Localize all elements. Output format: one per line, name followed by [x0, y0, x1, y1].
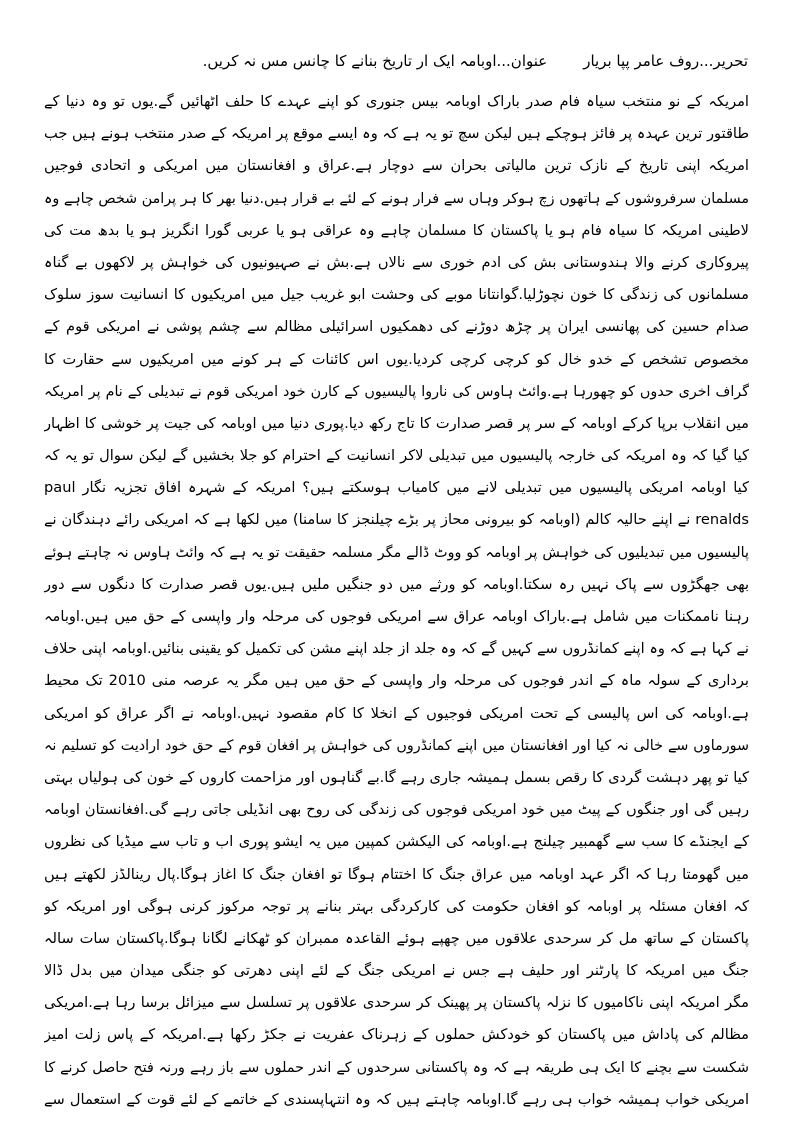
author-byline: تحریر...روف عامر پپا بریار: [583, 52, 748, 70]
text-line: پالیسیوں میں تبدیلیوں کی خواہش پر اوبامہ کو ووٹ ڈالے مگر مسلمہ حقیقت تو یہ ہے کہ وائٹ ہاوس نہ چاہتے ہوئے: [44, 544, 749, 561]
text-line: بھی جھگڑوں سے پاک نہیں رہ سکتا.اوبامہ کو ورثے میں دو جنگیں ملیں ہیں.یوں قصر صدارت کا دنگوں سے دور: [44, 575, 749, 593]
article-header: [190, 52, 748, 80]
text-line: صدام حسین کی پھانسی ایران پر چڑھ دوڑنے کی دھمکیوں اسرائیلی مظالم سے چشم پوشی نے امریکی قوم کے: [44, 318, 749, 336]
text-line: کیا اوبامہ امریکی پالیسیوں میں تبدیلی لانے میں کامیاب ہوسکتے ہیں؟ امریکہ کے شہرہ افاق تجزیہ نگار paul: [44, 479, 749, 497]
text-line: مظالم کی پاداش میں پاکستان کو خودکش حملوں کے زہرناک عفریت نے جکڑ رکھا ہے.امریکہ کے پاس زلت امیز: [44, 1026, 749, 1044]
text-line: ہے.اوبامہ کی اس پالیسی کے تحت امریکی فوجیوں کے انخلا کا کام مقصود نہیں.اوبامہ نے اگر عراق کو امریکی: [44, 704, 749, 722]
text-line: امریکی خواب ہمیشہ خواب ہی رہے گا.اوبامہ چاہتے ہیں کہ وہ انتہاپسندی کے خاتمے کے لئے قوت کے استعمال سے: [44, 1090, 749, 1108]
text-line: مسلمانوں کی زندگی کا خون نچوڑلیا.گوانتانا موبے کی وحشت ابو غریب جیل میں امریکیوں کا انسانیت سوز سلوک: [44, 286, 749, 304]
text-line: رہیں گی اور جنگوں کے پیٹ میں خود امریکی فوجوں کی زندگی کی روح بھی انڈیلی جاتی رہے گی.افغانستان اوبامہ: [44, 801, 749, 819]
text-line: کہ افغان مسئلہ پر اوبامہ کو افغان حکومت کی کارکردگی بہتر بنانے پر توجہ مرکوز کرنی ہوگی اور امریکہ کو: [44, 897, 749, 915]
text-line: نے کہا ہے کہ وہ اپنے کمانڈروں سے کہیں گے کہ وہ جلد از جلد اپنے مشن کی تکمیل کو یقینی بنائیں.اوبامہ اپنی حلاف: [44, 640, 749, 658]
text-line: کیا تو پھر دہشت گردی کا رقص بسمل ہمیشہ جاری رہے گا.بے گناہوں اور مزاحمت کاروں کے خون کی ہولیاں بہتی: [44, 768, 749, 786]
article-title: عنوان...اوبامہ ایک ار تاریخ بنانے کا چانس مس نہ کریں.: [202, 52, 548, 70]
text-line: امریکہ کے نو منتخب سیاہ فام صدر باراک اوبامہ بیس جنوری کو اپنے عہدے کا حلف اٹھائیں گے.یوں تو وہ دنیا کے: [44, 93, 749, 110]
article-body: [44, 86, 749, 1116]
text-line: سورماوں سے خالی نہ کیا اور افغانستان میں اپنے کمانڈروں کی خواہش پر افغان قوم کے حق خود ارادیت کو تسلیم نہ: [44, 737, 749, 754]
text-line: رہنا ناممکنات میں شامل ہے.باراک اوبامہ عراق سے امریکی فوجوں کی مرحلہ وار واپسی کے حق میں ہیں.اوبامہ: [44, 608, 749, 625]
text-line: گراف اخری حدوں کو چھورہا ہے.وائٹ ہاوس کی ناروا پالیسیوں کے کارن خود امریکی قوم نے تبدیلی کے نام پر امریکہ: [44, 383, 749, 400]
text-line: کیا گیا کہ وہ امریکہ کی خارجہ پالیسیوں میں تبدیلی لاکر انسانیت کے احترام کو جلا بخشیں گے لیکن سوال تو یہ کہ: [44, 447, 749, 465]
text-line: میں گھومتا رہا کہ اگر عہد اوبامہ میں عراق جنگ کا اختتام ہوگا تو افغان جنگ کا اغاز ہوگا.پال رینالڈز لکھتے ہیں: [44, 865, 749, 883]
text-line: امریکہ اپنی تاریخ کے نازک ترین مالیاتی بحران سے دوچار ہے.عراق و افغانستان میں امریکی و اتحادی فوجیں: [44, 157, 749, 175]
text-line: مخصوص تشخص کے خدو خال کو کرچی کرچی کردیا.یوں اس کائنات کے ہر کونے میں امریکیوں سے حقارت کا: [44, 350, 749, 368]
text-line: مگر امریکہ اپنی ناکامیوں کا نزلہ پاکستان پر پھینک کر سرحدی علاقوں پر تسلسل سے میزائل برسا رہا ہے.امریکی: [44, 994, 749, 1012]
text-line: کے ایجنڈے کا سب سے گھمبیر چیلنج ہے.اوبامہ کی الیکشن کمپین میں یہ ایشو پوری اب و تاب سے میڈیا کی نظروں: [44, 833, 749, 851]
text-line: renalds نے اپنے حالیہ کالم (اوبامہ کو بیرونی محاز پر بڑے چیلنجز کا سامنا) میں لکھا ہے کہ امریکی رائے دہندگان نے: [44, 511, 749, 529]
text-line: مسلمان سرفروشوں کے ہاتھوں زچ ہوکر وہاں سے فرار ہونے کے لئے بے قرار ہیں.دنیا بھر کا ہر پرامن شخص چاہے وہ: [44, 190, 749, 207]
text-line: طاقتور ترین عہدہ پر فائز ہوچکے ہیں لیکن سچ تو یہ ہے کہ وہ ایسے موقع پر امریکہ کے صدر منتخب ہونے ہیں جب: [44, 125, 749, 143]
text-line: جنگ میں امریکہ کا پارٹنر اور حلیف ہے جس نے امریکی جنگ کے لئے اپنی دھرتی کو جنگی میدان میں بدل ڈالا: [44, 962, 749, 980]
text-line: پیروکاری کرنے والا ہندوستانی بش کی ادم خوری سے نالاں ہے.بش نے صہیونیوں کی خواہش پر لاکھوں بے گناہ: [44, 253, 749, 271]
text-line: شکست سے بچنے کا ایک ہی طریقہ ہے کہ وہ پاکستانی سرحدوں کے اندر حملوں سے باز رہے ورنہ فتح حاصل کرنے کا: [44, 1059, 749, 1076]
text-line: پاکستان کے ساتھ مل کر سرحدی علاقوں میں چھپے ہوئے القاعدہ ممبران کو ٹھکانے لگانا ہوگا.پاکستان سات سالہ: [44, 929, 749, 947]
text-line: برداری کے سولہ ماہ کے اندر فوجوں کی مرحلہ وار واپسی کے حق میں ہیں مگر یہ عرصہ منی 2010 تک محیط: [44, 672, 749, 690]
text-line: میں انقلاب برپا کرکے اوبامہ کے سر پر قصر صدارت کا تاج رکھ دیا.پوری دنیا میں اوبامہ کی جیت پر خوشی کا اظہار: [44, 414, 749, 432]
text-line: لاطینی امریکہ کا سیاہ فام ہو یا پاکستان کا مسلمان چاہے وہ عراقی ہو یا عربی گورا انگریز ہو یا بدھ مت کی: [44, 221, 749, 239]
